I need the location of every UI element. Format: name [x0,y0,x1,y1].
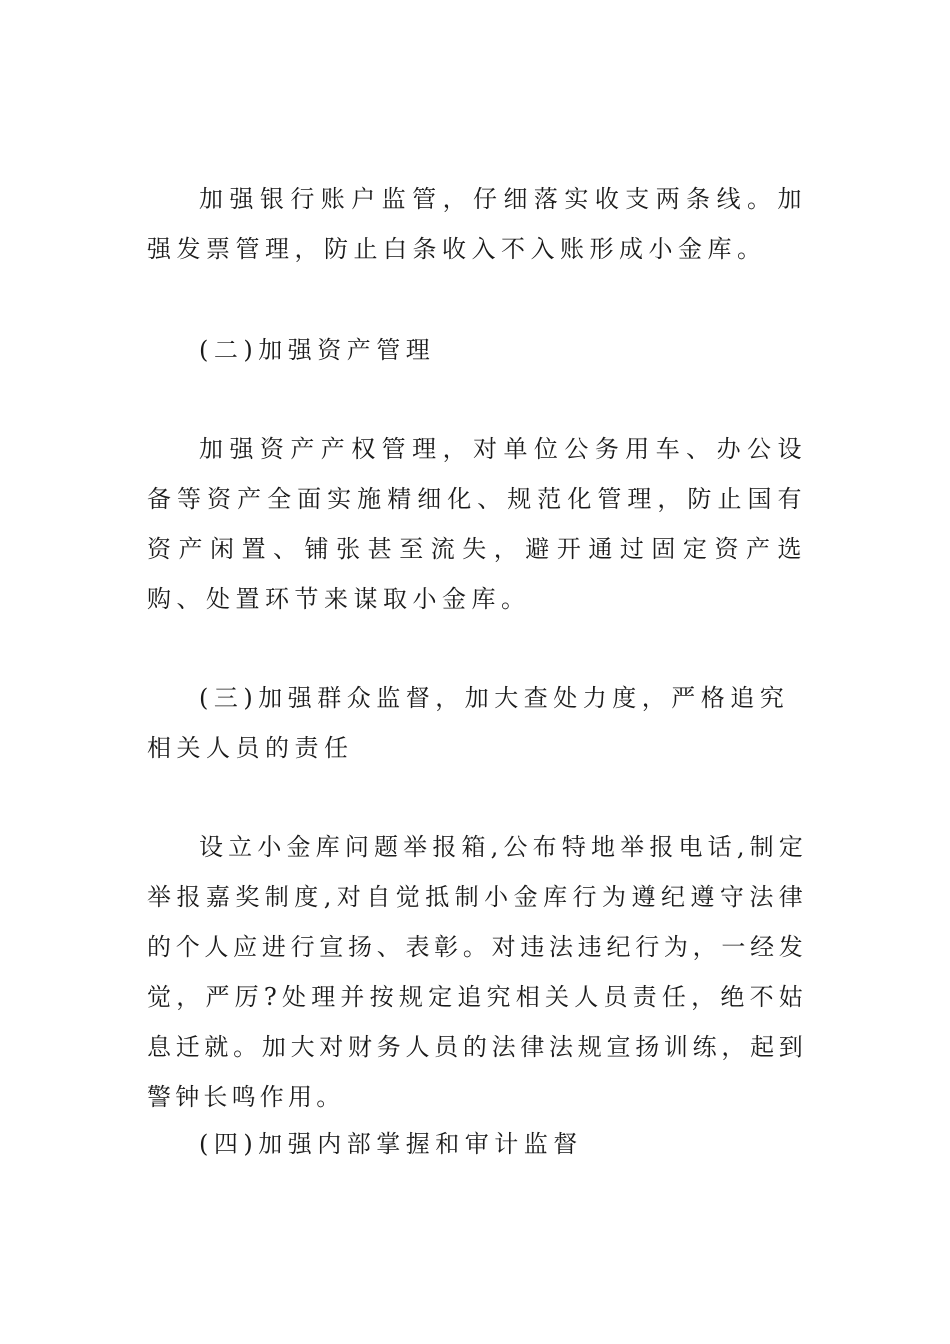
document-page [147,0,807,1344]
paragraph-bank-account-supervision: 加强银行账户监管，仔细落实收支两条线。加强发票管理，防止白条收入不入账形成小金库。 [147,185,807,263]
heading-internal-control-audit: (四)加强内部掌握和审计监督 [199,1130,583,1158]
heading-public-supervision: (三)加强群众监督，加大查处力度，严格追究相关人员的责任 [147,684,790,762]
paragraph-asset-property-management: 加强资产产权管理，对单位公务用车、办公设备等资产全面实施精细化、规范化管理，防止国有资产闲置、铺张甚至流失，避开通过固定资产选购、处置环节来谋取小金库。 [147,435,807,613]
heading-asset-management: (二)加强资产管理 [199,336,436,364]
paragraph-report-box: 设立小金库问题举报箱,公布特地举报电话,制定举报嘉奖制度,对自觉抵制小金库行为遵纪遵守法律的个人应进行宣扬、表彰。对违法违纪行为，一经发觉，严厉?处理并按规定追究相关人员责任，绝不姑息迁就。加大对财务人员的法律法规宣扬训练，起到警钟长鸣作用。 [147,833,807,1111]
